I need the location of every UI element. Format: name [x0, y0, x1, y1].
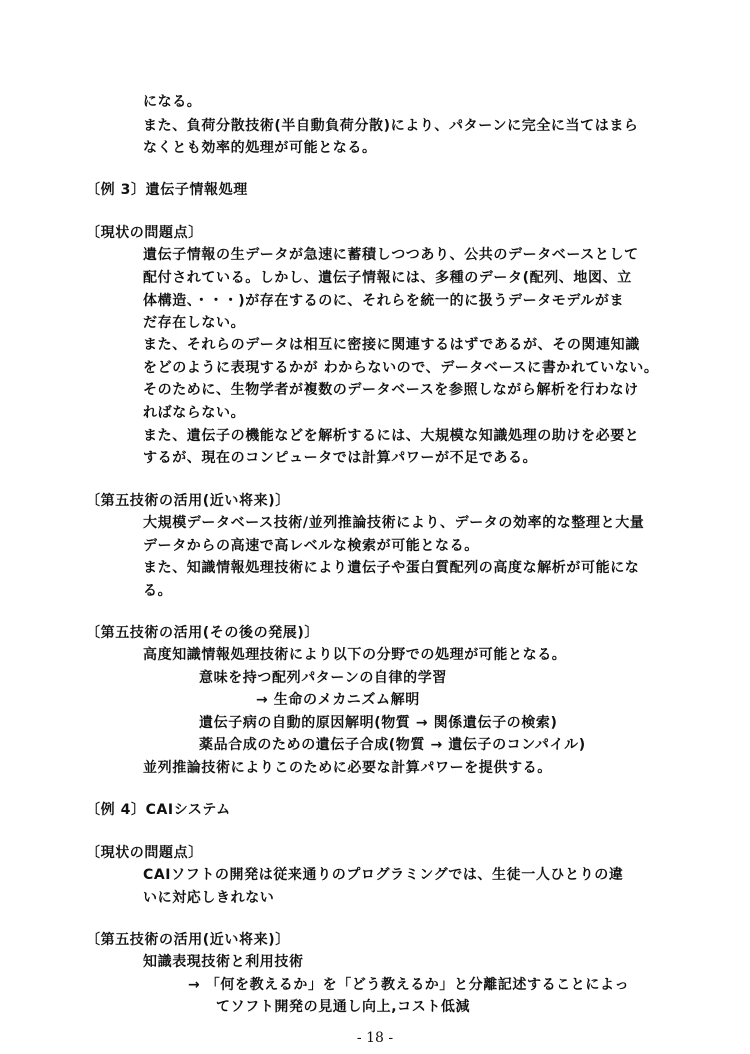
paragraph-line: 大規模データベース技術/並列推論技術により、データの効率的な整理と大量 [143, 515, 645, 531]
paragraph-line: CAIソフトの開発は従来通りのプログラミングでは、生徒一人ひとりの違 [143, 867, 624, 883]
paragraph-line: また、遺伝子の機能などを解析するには、大規模な知識処理の助けを必要と [143, 428, 640, 444]
example3-current-heading: 〔現状の問題点〕 [86, 225, 203, 241]
intro-line: になる。 [143, 94, 202, 110]
example3-heading: 〔例 3〕遺伝子情報処理 [86, 182, 248, 198]
example4-near-heading: 〔第五技術の活用(近い将来)〕 [86, 932, 290, 948]
paragraph-line: 体構造、・・・)が存在するのに、それらを統一的に扱うデータモデルがま [143, 293, 625, 309]
paragraph-line: そのために、生物学者が複数のデータベースを参照しながら解析を行わなけ [143, 382, 639, 398]
list-item-sub: → 生命のメカニズム解明 [256, 692, 420, 708]
paragraph-line: る。 [143, 583, 173, 599]
example4-heading: 〔例 4〕CAIシステム [86, 802, 231, 818]
paragraph-line: データからの高速で高レベルな検索が可能となる。 [143, 538, 479, 554]
paragraph-line: 並列推論技術によりこのために必要な計算パワーを提供する。 [143, 760, 552, 776]
page-number: - 18 - [356, 1030, 394, 1046]
paragraph-line: 配付されている。しかし、遺伝子情報には、多種のデータ(配列、地図、立 [143, 270, 632, 286]
paragraph-line: てソフト開発の見通し向上,コスト低減 [216, 999, 471, 1015]
list-item: 薬品合成のための遺伝子合成(物質 → 遺伝子のコンパイル) [199, 737, 586, 753]
example3-near-heading: 〔第五技術の活用(近い将来)〕 [86, 493, 290, 509]
example3-later-heading: 〔第五技術の活用(その後の発展)〕 [86, 625, 319, 641]
paragraph-line: 高度知識情報処理技術により以下の分野での処理が可能となる。 [143, 647, 567, 663]
intro-line: なくとも効率的処理が可能となる。 [143, 140, 377, 156]
paragraph-line: 知識表現技術と利用技術 [143, 954, 304, 970]
paragraph-line: いに対応しきれない [143, 890, 275, 906]
intro-line: また、負荷分散技術(半自動負荷分散)により、パターンに完全に当てはまら [143, 118, 639, 134]
paragraph-line: だ存在しない。 [143, 315, 246, 331]
paragraph-line: ればならない。 [143, 405, 246, 421]
list-item: 意味を持つ配列パターンの自律的学習 [199, 670, 447, 686]
paragraph-line: また、それらのデータは相互に密接に関連するはずであるが、その関連知識 [143, 337, 640, 353]
paragraph-line: をどのように表現するかが わからないので、データベースに書かれていない。 [143, 360, 659, 376]
paragraph-line: → 「何を教えるか」を「どう教えるか」と分離記述することによっ [188, 977, 630, 993]
paragraph-line: また、知識情報処理技術により遺伝子や蛋白質配列の高度な解析が可能にな [143, 560, 640, 576]
paragraph-line: 遺伝子情報の生データが急速に蓄積しつつあり、公共のデータベースとして [143, 247, 639, 263]
paragraph-line: するが、現在のコンピュータでは計算パワーが不足である。 [143, 450, 538, 466]
example4-current-heading: 〔現状の問題点〕 [86, 845, 203, 861]
list-item: 遺伝子病の自動的原因解明(物質 → 関係遺伝子の検索) [199, 715, 558, 731]
